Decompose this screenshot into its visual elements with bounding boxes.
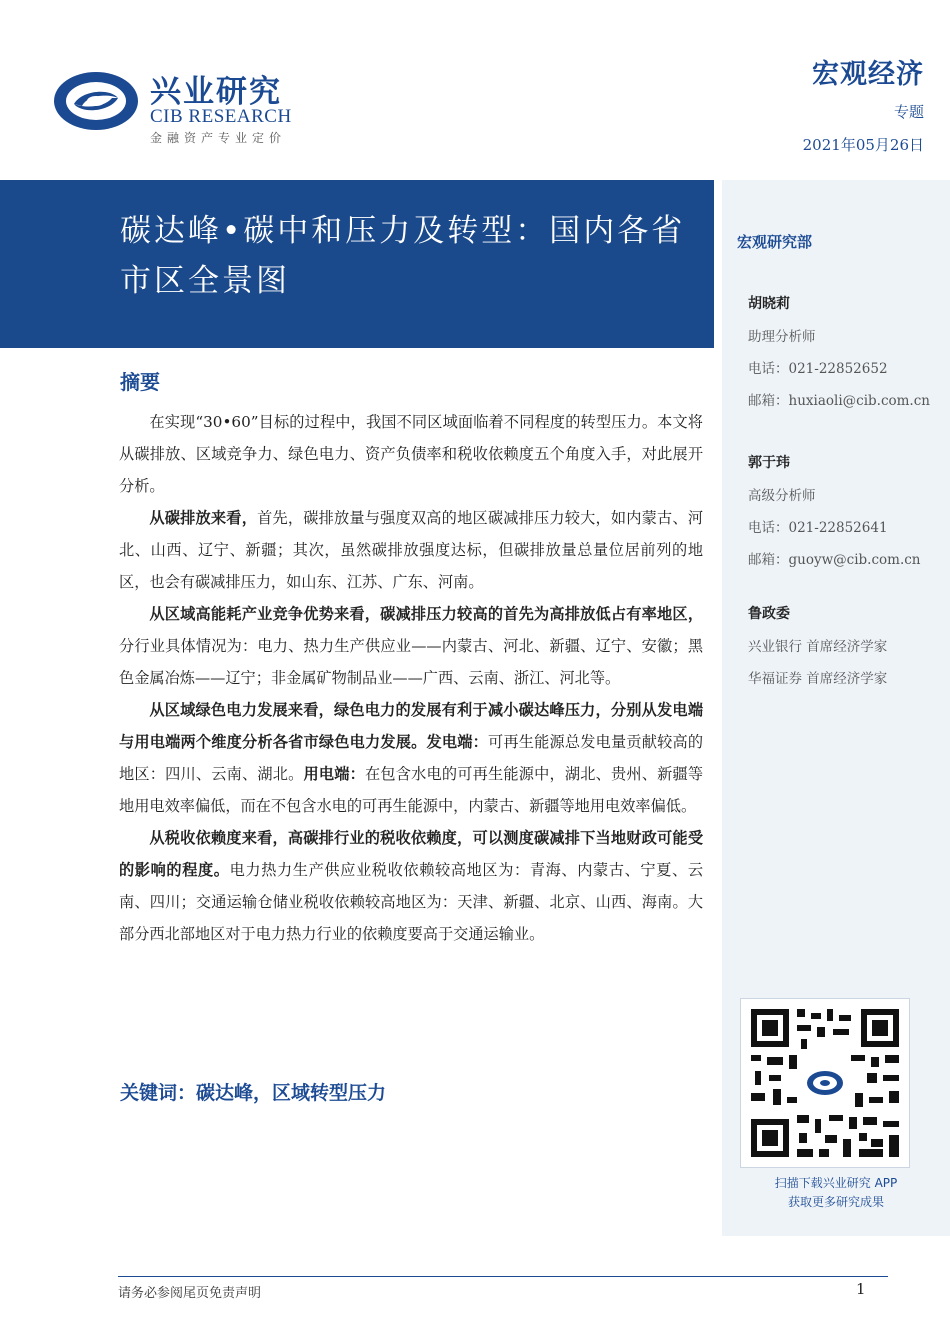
analyst-card	[748, 293, 930, 409]
qr-code[interactable]	[740, 998, 910, 1168]
analyst-name: 胡晓莉	[748, 296, 790, 312]
brand-name-cn: 兴业研究	[150, 74, 282, 110]
report-title: 碳达峰•碳中和压力及转型：国内各省市区全景图	[120, 213, 686, 299]
brand-tagline: 金融资产专业定价	[150, 131, 287, 145]
analyst-role: 助理分析师	[748, 329, 816, 345]
footer-divider	[118, 1276, 888, 1277]
abstract-paragraph: 从区域绿色电力发展来看，绿色电力的发展有利于减小碳达峰压力，分别从发电端与用电端两个维度分析各省市绿色电力发展。发电端：可再生能源总发电量贡献较高的地区：四川、云南、湖北。用电端：在包含水电的可再生能源中，湖北、贵州、新疆等地用电效率偏低，而在不包含水电的可再生能源中，内蒙古、新疆等地用电效率偏低。	[119, 701, 704, 815]
analyst-name: 郭于玮	[748, 455, 790, 471]
brand-name-en: CIB RESEARCH	[150, 106, 292, 127]
keywords: 关键词：碳达峰，区域转型压力	[120, 1082, 387, 1104]
qr-code-icon	[747, 1005, 903, 1161]
analyst-email[interactable]: 邮箱：guoyw@cib.com.cn	[748, 552, 921, 568]
abstract-paragraph: 在实现“30•60”目标的过程中，我国不同区域面临着不同程度的转型压力。本文将从碳排放、区域竞争力、绿色电力、资产负债率和税收依赖度五个角度入手，对此展开分析。	[119, 413, 703, 495]
analyst-role-2: 华福证券 首席经济学家	[748, 671, 888, 687]
report-date: 2021年05月26日	[802, 136, 924, 154]
page-number: 1	[856, 1280, 866, 1298]
report-category: 宏观经济	[812, 59, 924, 90]
analyst-phone: 电话：021-22852641	[748, 520, 888, 536]
abstract-body	[119, 406, 703, 950]
analyst-card	[748, 452, 921, 568]
report-subcategory: 专题	[893, 103, 924, 121]
analyst-email[interactable]: 邮箱：huxiaoli@cib.com.cn	[748, 393, 930, 409]
qr-caption-1: 扫描下载兴业研究 APP	[774, 1176, 898, 1190]
report-header	[803, 52, 924, 155]
abstract-paragraph: 从税收依赖度来看，高碳排行业的税收依赖度，可以测度碳减排下当地财政可能受的影响的程度。电力热力生产供应业税收依赖较高地区为：青海、内蒙古、宁夏、云南、四川；交通运输仓储业税收依赖较高地区为：天津、新疆、北京、山西、海南。大部分西北部地区对于电力热力行业的依赖度要高于交通运输业。	[119, 829, 704, 943]
abstract-heading: 摘要	[120, 370, 160, 394]
qr-caption-2: 获取更多研究成果	[787, 1195, 884, 1209]
department-name: 宏观研究部	[737, 233, 813, 251]
brand-logo	[52, 66, 302, 156]
analyst-role: 兴业银行 首席经济学家	[748, 639, 888, 655]
analyst-name: 鲁政委	[748, 606, 790, 622]
cib-logo-icon	[52, 70, 140, 132]
abstract-paragraph: 从碳排放来看，首先，碳排放量与强度双高的地区碳减排压力较大，如内蒙古、河北、山西、辽宁、新疆；其次，虽然碳排放强度达标，但碳排放量总量位居前列的地区，也会有碳减排压力，如山东、江苏、广东、河南。	[119, 509, 704, 591]
analyst-phone: 电话：021-22852652	[748, 361, 888, 377]
analyst-card	[748, 603, 887, 687]
analyst-role: 高级分析师	[748, 488, 816, 504]
abstract-paragraph: 从区域高能耗产业竞争优势来看，碳减排压力较高的首先为高排放低占有率地区，分行业具体情况为：电力、热力生产供应业——内蒙古、河北、新疆、辽宁、安徽；黑色金属冶炼——辽宁；非金属矿物制品业——广西、云南、浙江、河北等。	[119, 605, 703, 687]
footer-disclaimer[interactable]: 请务必参阅尾页免责声明	[118, 1286, 262, 1301]
